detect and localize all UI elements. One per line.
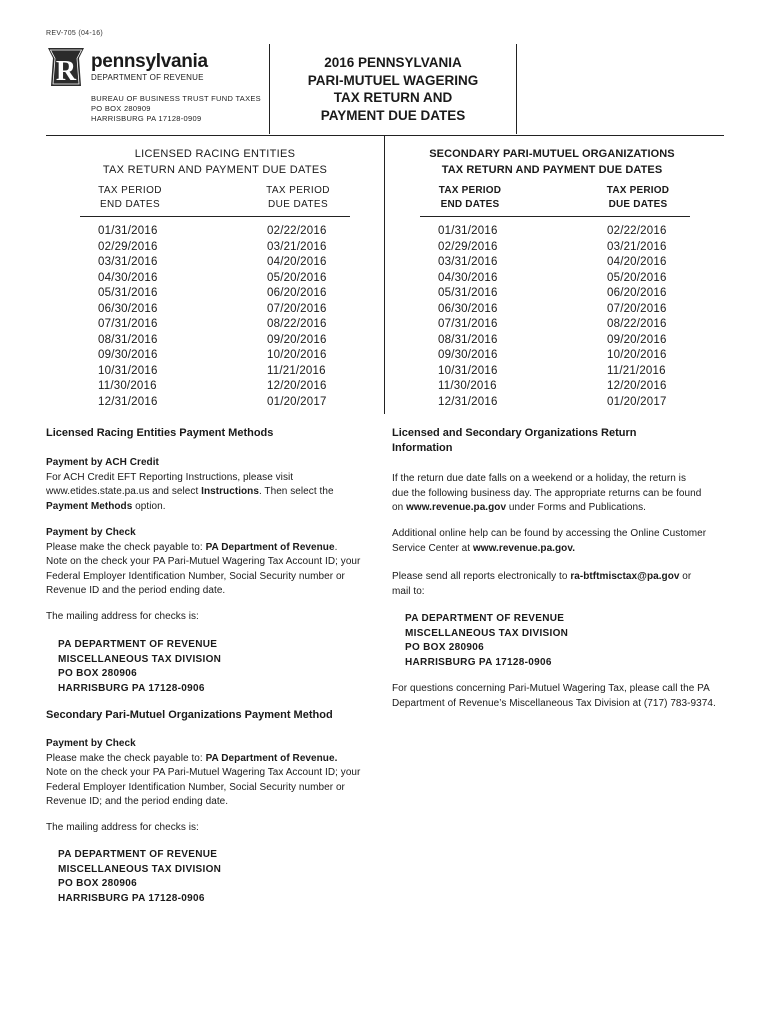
due-date-paragraph: If the return due date falls on a weekend or a holiday, the return is due the following business day. The appropriate returns can be found on www.revenue.pa.gov under Forms and Publications. [392, 473, 702, 513]
licensed-end-date: 08/31/2016 [98, 333, 158, 346]
secondary-check-section: Payment by Check Please make the check payable to: PA Department of Revenue. Note on the check your PA Pari-Mutuel Wagering Tax Account ID; your Federal Employer Identification Number, Social Security number or Revenue ID; and the period ending date. [46, 738, 361, 807]
secondary-heading: SECONDARY PARI-MUTUEL ORGANIZATIONS TAX RETURN AND PAYMENT DUE DATES [429, 148, 675, 176]
secondary-end-date: 02/29/2016 [438, 240, 498, 253]
licensed-end-date: 10/31/2016 [98, 364, 158, 377]
ach-credit-section: Payment by ACH Credit For ACH Credit EFT Reporting Instructions, please visit www.etides.state.pa.us and select Instructions. Then select the Payment Methods option. [46, 457, 334, 512]
racing-payment-methods-heading: Licensed Racing Entities Payment Methods [46, 427, 274, 439]
licensed-table-rule [80, 216, 350, 217]
secondary-due-date: 02/22/2016 [607, 225, 667, 237]
secondary-end-date: 09/30/2016 [438, 349, 498, 361]
licensed-due-date: 07/20/2016 [267, 302, 327, 315]
licensed-end-dates [98, 224, 158, 410]
online-help-paragraph: Additional online help can be found by accessing the Online Customer Service Center at www.revenue.pa.gov. [392, 528, 707, 554]
secondary-col-due-header: TAX PERIOD DUE DATES [606, 185, 670, 210]
licensed-due-date: 01/20/2017 [267, 395, 327, 408]
logo-wordmark: pennsylvania [91, 51, 208, 72]
table-divider [384, 135, 385, 414]
licensed-end-date: 06/30/2016 [98, 302, 158, 315]
licensed-due-date: 04/20/2016 [267, 256, 327, 268]
secondary-end-date: 10/31/2016 [438, 364, 498, 377]
licensed-heading: LICENSED RACING ENTITIES TAX RETURN AND PAYMENT DUE DATES [102, 148, 328, 176]
secondary-end-date: 11/30/2016 [438, 380, 497, 392]
licensed-due-date: 02/22/2016 [267, 225, 327, 237]
secondary-due-date: 10/20/2016 [607, 349, 667, 361]
secondary-table-rule [420, 216, 690, 217]
address-pobox: PO BOX 280909 [91, 104, 151, 113]
licensed-due-date: 12/20/2016 [267, 380, 327, 392]
secondary-end-date: 07/31/2016 [438, 318, 498, 330]
secondary-col-end-header: TAX PERIOD END DATES [438, 185, 502, 210]
licensed-due-date: 08/22/2016 [267, 318, 327, 330]
mailing-address-2: PA DEPARTMENT OF REVENUE MISCELLANEOUS TAX DIVISION PO BOX 280906 HARRISBURG PA 17128-0906 [58, 849, 222, 904]
licensed-due-date: 05/20/2016 [267, 271, 327, 284]
licensed-end-date: 02/29/2016 [98, 240, 158, 253]
logo-letter: R [55, 56, 77, 87]
secondary-due-date: 06/20/2016 [607, 287, 667, 299]
licensed-end-date: 12/31/2016 [98, 395, 158, 408]
secondary-due-date: 01/20/2017 [607, 395, 667, 408]
secondary-due-date: 08/22/2016 [607, 318, 667, 330]
secondary-due-date: 11/21/2016 [607, 364, 666, 377]
address-bureau: BUREAU OF BUSINESS TRUST FUND TAXES [91, 94, 261, 103]
secondary-due-dates [607, 224, 667, 410]
keystone-logo-icon [46, 46, 86, 88]
secondary-end-date: 08/31/2016 [438, 333, 498, 346]
return-information-heading: Licensed and Secondary Organizations Return Information [392, 427, 637, 454]
licensed-col-due-header: TAX PERIOD DUE DATES [266, 185, 330, 210]
licensed-due-date: 11/21/2016 [267, 364, 326, 377]
secondary-due-date: 05/20/2016 [607, 271, 667, 284]
mail-intro: The mailing address for checks is: [46, 611, 199, 622]
licensed-due-dates [267, 224, 327, 410]
header-divider-right [516, 44, 517, 134]
address-city: HARRISBURG PA 17128-0909 [91, 114, 202, 123]
licensed-end-date: 11/30/2016 [98, 380, 157, 392]
licensed-due-date: 10/20/2016 [267, 349, 327, 361]
licensed-col-end-header: TAX PERIOD END DATES [98, 185, 162, 210]
send-reports-paragraph: Please send all reports electronically to ra-btftmisctax@pa.gov or mail to: [392, 571, 692, 597]
licensed-end-date: 05/31/2016 [98, 287, 158, 299]
licensed-end-date: 01/31/2016 [98, 225, 158, 237]
licensed-due-date: 06/20/2016 [267, 287, 327, 299]
secondary-end-date: 05/31/2016 [438, 287, 498, 299]
secondary-payment-method-heading: Secondary Pari-Mutuel Organizations Payment Method [46, 709, 333, 721]
secondary-end-date: 04/30/2016 [438, 271, 498, 284]
secondary-end-date: 01/31/2016 [438, 225, 498, 237]
logo-department: DEPARTMENT OF REVENUE [91, 73, 204, 82]
licensed-due-date: 03/21/2016 [267, 240, 327, 253]
licensed-end-date: 07/31/2016 [98, 318, 158, 330]
secondary-end-date: 12/31/2016 [438, 395, 498, 408]
licensed-due-date: 09/20/2016 [267, 333, 327, 346]
secondary-due-date: 03/21/2016 [607, 240, 667, 253]
licensed-end-date: 03/31/2016 [98, 256, 158, 268]
secondary-due-date: 04/20/2016 [607, 256, 667, 268]
secondary-end-date: 06/30/2016 [438, 302, 498, 315]
check-payment-section: Payment by Check Please make the check payable to: PA Department of Revenue. Note on the check your PA Pari-Mutuel Wagering Tax Account ID; your Federal Employer Identification Number, Social Security number or Revenue ID and the period ending date. [46, 527, 361, 596]
licensed-end-date: 04/30/2016 [98, 271, 158, 284]
page-title: 2016 PENNSYLVANIA PARI-MUTUEL WAGERING TAX RETURN AND PAYMENT DUE DATES [307, 55, 479, 123]
header-rule [46, 135, 724, 136]
secondary-end-dates [438, 224, 498, 410]
secondary-due-date: 12/20/2016 [607, 380, 667, 392]
secondary-due-date: 09/20/2016 [607, 333, 667, 346]
right-mailing-address: PA DEPARTMENT OF REVENUE MISCELLANEOUS TAX DIVISION PO BOX 280906 HARRISBURG PA 17128-0906 [405, 613, 569, 668]
form-number: REV-705 (04-16) [46, 30, 104, 37]
secondary-due-date: 07/20/2016 [607, 302, 667, 315]
mailing-address: PA DEPARTMENT OF REVENUE MISCELLANEOUS TAX DIVISION PO BOX 280906 HARRISBURG PA 17128-0906 [58, 639, 222, 694]
licensed-end-date: 09/30/2016 [98, 349, 158, 361]
mail2-intro: The mailing address for checks is: [46, 822, 199, 833]
questions-paragraph: For questions concerning Pari-Mutuel Wagering Tax, please call the PA Department of Revenue’s Miscellaneous Tax Division at (717) 783-9374. [392, 683, 716, 709]
secondary-end-date: 03/31/2016 [438, 256, 498, 268]
